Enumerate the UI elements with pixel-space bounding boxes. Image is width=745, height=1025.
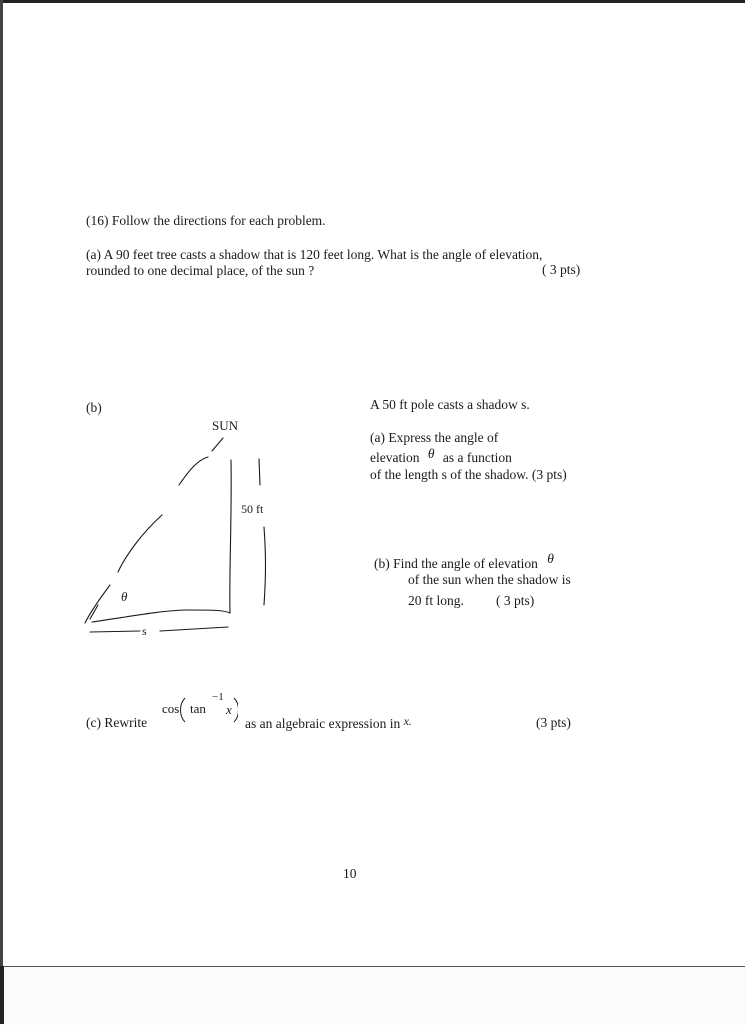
part-a-line2: rounded to one decimal place, of the sun ? <box>86 263 315 278</box>
part-b-label: (b) <box>86 400 102 415</box>
part-c-prefix: (c) Rewrite <box>86 715 148 730</box>
part-a-line1: (a) A 90 feet tree casts a shadow that is 120 feet long. What is the angle of elevation, <box>86 247 543 262</box>
part-a-points: ( 3 pts) <box>542 262 581 277</box>
theta-symbol: θ <box>427 446 435 461</box>
cos-tan-inverse-expression: cos tan −1 x <box>158 690 238 732</box>
scan-edge-bottom-left <box>0 966 4 1024</box>
sun-label: SUN <box>212 418 239 433</box>
scan-edge-left <box>0 0 3 1024</box>
pole-height-label: 50 ft <box>241 502 264 516</box>
part-b-sub-b-line2: of the sun when the shadow is <box>408 572 571 587</box>
part-b-sub-a-line1: (a) Express the angle of <box>370 430 499 445</box>
part-b-sub-b-line3: 20 ft long. <box>408 593 464 608</box>
parenthesis-marks <box>158 690 238 732</box>
part-c-points: (3 pts) <box>536 715 571 730</box>
triangle-figure <box>82 405 282 655</box>
theta-symbol: θ <box>547 551 554 566</box>
scan-edge-top <box>0 0 745 3</box>
part-b-intro: A 50 ft pole casts a shadow s. <box>370 397 530 412</box>
part-b-sub-a-line2: elevation θ as a function <box>370 446 512 465</box>
theta-label: θ <box>121 589 128 604</box>
part-b-sub-b-line1: (b) Find the angle of elevation θ <box>374 551 554 571</box>
problem-header: (16) Follow the directions for each problem. <box>86 213 326 228</box>
shadow-label: s <box>142 624 147 638</box>
triangle-sketch <box>82 405 282 650</box>
part-b-sub-b-points: ( 3 pts) <box>496 593 535 608</box>
scan-edge-bottom <box>0 966 745 1025</box>
part-b-sub-a-line3: of the length s of the shadow. (3 pts) <box>370 467 567 482</box>
page-number: 10 <box>343 866 357 881</box>
part-c-suffix: as an algebraic expression in x. <box>245 714 412 731</box>
